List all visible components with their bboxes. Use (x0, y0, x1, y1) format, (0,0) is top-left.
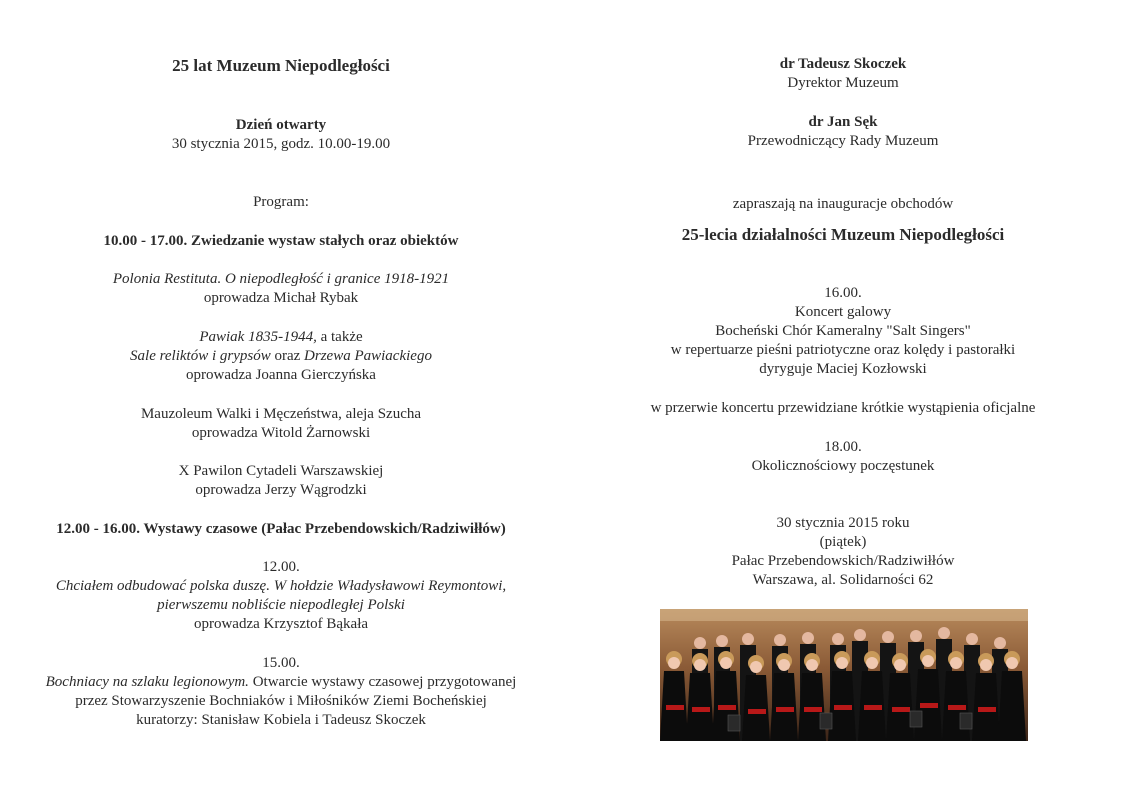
choir-photo (660, 609, 1028, 741)
temp1-guide: oprowadza Krzysztof Bąkała (193, 616, 369, 632)
temp2-time: 15.00. (262, 655, 300, 671)
exhibit-mauzoleum-title: Mauzoleum Walki i Męczeństwa, aleja Szucha (140, 406, 422, 422)
program-label: Program: (253, 194, 309, 210)
exhibit-cytadela-title: X Pawilon Cytadeli Warszawskiej (178, 463, 384, 479)
concert-choir: Bocheński Chór Kameralny "Salt Singers" (715, 323, 971, 339)
event-venue: Pałac Przebendowskich/Radziwiłłów (731, 553, 955, 569)
exhibit-cytadela-guide: oprowadza Jerzy Wągrodzki (195, 482, 367, 498)
concert-repertoire: w repertuarze pieśni patriotyczne oraz kolędy i pastorałki (670, 342, 1016, 358)
speeches-note: w przerwie koncertu przewidziane krótkie wystąpienia oficjalne (650, 400, 1036, 416)
exhibit-pawiak-guide: oprowadza Joanna Gierczyńska (186, 367, 376, 383)
temp1-title-line2: pierwszemu nobliście niepodległej Polski (157, 597, 405, 613)
temp1-time: 12.00. (262, 559, 300, 575)
reception-title: Okolicznościowy poczęstunek (751, 458, 935, 474)
exhibit-mauzoleum-guide: oprowadza Witold Żarnowski (191, 425, 371, 441)
exhibit-pawiak-subtitle: Sale reliktów i grypsów oraz Drzewa Pawiackiego (130, 348, 432, 364)
concert-conductor: dyryguje Maciej Kozłowski (759, 361, 927, 377)
exhibit-polonia-title: Polonia Restituta. O niepodległość i granice 1918-1921 (112, 271, 450, 287)
event-day: (piątek) (819, 534, 867, 550)
section-permanent-heading: 10.00 - 17.00. Zwiedzanie wystaw stałych oraz obiektów (103, 233, 459, 249)
temp2-title: Bochniacy na szlaku legionowym. Otwarcie wystawy czasowej przygotowanej (45, 674, 517, 690)
exhibit-pawiak-title: Pawiak 1835-1944, a także (199, 329, 363, 345)
concert-title: Koncert galowy (794, 304, 892, 320)
section-temporary-heading: 12.00 - 16.00. Wystawy czasowe (Pałac Przebendowskich/Radziwiłłów) (56, 521, 506, 537)
host2-role: Przewodniczący Rady Muzeum (747, 133, 939, 149)
concert-time: 16.00. (824, 285, 862, 301)
temp2-organizer: przez Stowarzyszenie Bochniaków i Miłośników Ziemi Bocheńskiej (75, 693, 487, 709)
event-address: Warszawa, al. Solidarności 62 (752, 572, 934, 588)
open-day-date: 30 stycznia 2015, godz. 10.00-19.00 (171, 136, 391, 152)
temp2-curators: kuratorzy: Stanisław Kobiela i Tadeusz Skoczek (136, 712, 426, 728)
open-day-heading: Dzień otwarty (235, 117, 327, 133)
event-date: 30 stycznia 2015 roku (776, 515, 910, 531)
host2-name: dr Jan Sęk (808, 114, 878, 130)
invite-title: 25-lecia działalności Muzeum Niepodległości (681, 225, 1005, 244)
temp1-title-line1: Chciałem odbudować polska duszę. W hołdzie Władysławowi Reymontowi, (55, 578, 507, 594)
page-title: 25 lat Muzeum Niepodległości (172, 56, 390, 75)
host1-role: Dyrektor Muzeum (787, 75, 899, 91)
invite-line: zapraszają na inauguracje obchodów (732, 196, 954, 212)
host1-name: dr Tadeusz Skoczek (779, 56, 907, 72)
exhibit-polonia-guide: oprowadza Michał Rybak (203, 290, 359, 306)
reception-time: 18.00. (824, 439, 862, 455)
